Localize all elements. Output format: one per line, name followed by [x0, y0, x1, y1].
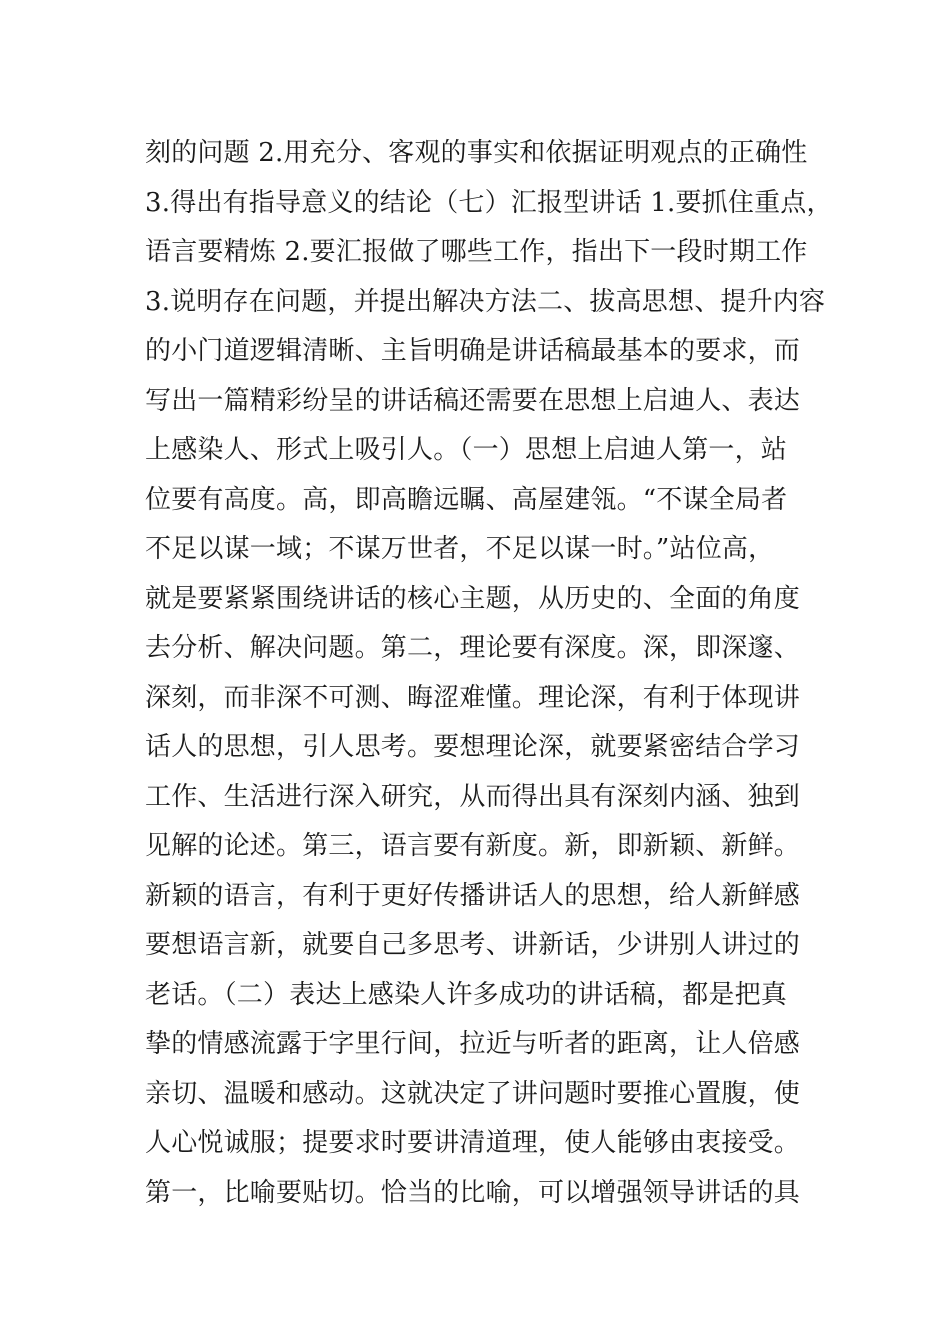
text-line: 不足以谋一域；不谋万世者，不足以谋一时。”站位高，: [145, 534, 775, 564]
text-line: 位要有高度。高，即高瞻远瞩、高屋建瓴。“不谋全局者: [145, 484, 788, 515]
body-text: [145, 129, 833, 1218]
text-line: 第一，比喻要贴切。恰当的比喻，可以增强领导讲话的具: [145, 1177, 801, 1208]
text-line: 老话。（二）表达上感染人许多成功的讲话稿，都是把真: [145, 979, 788, 1010]
text-line: 写出一篇精彩纷呈的讲话稿还需要在思想上启迪人、表达: [145, 385, 801, 416]
text-line: 挚的情感流露于字里行间，拉近与听者的距离，让人倍感: [145, 1029, 801, 1059]
text-line: 就是要紧紧围绕讲话的核心主题，从历史的、全面的角度: [145, 583, 801, 614]
text-line: 新颖的语言，有利于更好传播讲话人的思想，给人新鲜感: [145, 880, 801, 911]
text-line: 上感染人、形式上吸引人。（一）思想上启迪人第一，站: [145, 435, 788, 465]
text-line: 话人的思想，引人思考。要想理论深，就要紧密结合学习: [145, 732, 801, 762]
text-line: 的小门道逻辑清晰、主旨明确是讲话稿最基本的要求，而: [145, 336, 801, 366]
text-line: 去分析、解决问题。第二，理论要有深度。深，即深邃、: [145, 633, 801, 663]
text-line: 见解的论述。第三，语言要有新度。新，即新颖、新鲜。: [145, 831, 801, 861]
text-line: 要想语言新，就要自己多思考、讲新话，少讲别人讲过的: [145, 930, 801, 960]
text-line: 亲切、温暖和感动。这就决定了讲问题时要推心置腹，使: [145, 1078, 801, 1109]
text-line: 深刻，而非深不可测、晦涩难懂。理论深，有利于体现讲: [145, 682, 801, 713]
text-line: 3.说明存在问题，并提出解决方法二、拔高思想、提升内容: [145, 286, 826, 317]
text-line: 工作、生活进行深入研究，从而得出具有深刻内涵、独到: [145, 781, 801, 812]
text-line: 语言要精炼 2.要汇报做了哪些工作，指出下一段时期工作: [145, 237, 808, 267]
text-line: 刻的问题 2.用充分、客观的事实和依据证明观点的正确性: [145, 138, 808, 168]
text-line: 3.得出有指导意义的结论（七）汇报型讲话 1.要抓住重点，: [145, 187, 833, 218]
text-line: 人心悦诚服；提要求时要讲清道理，使人能够由衷接受。: [145, 1128, 801, 1158]
